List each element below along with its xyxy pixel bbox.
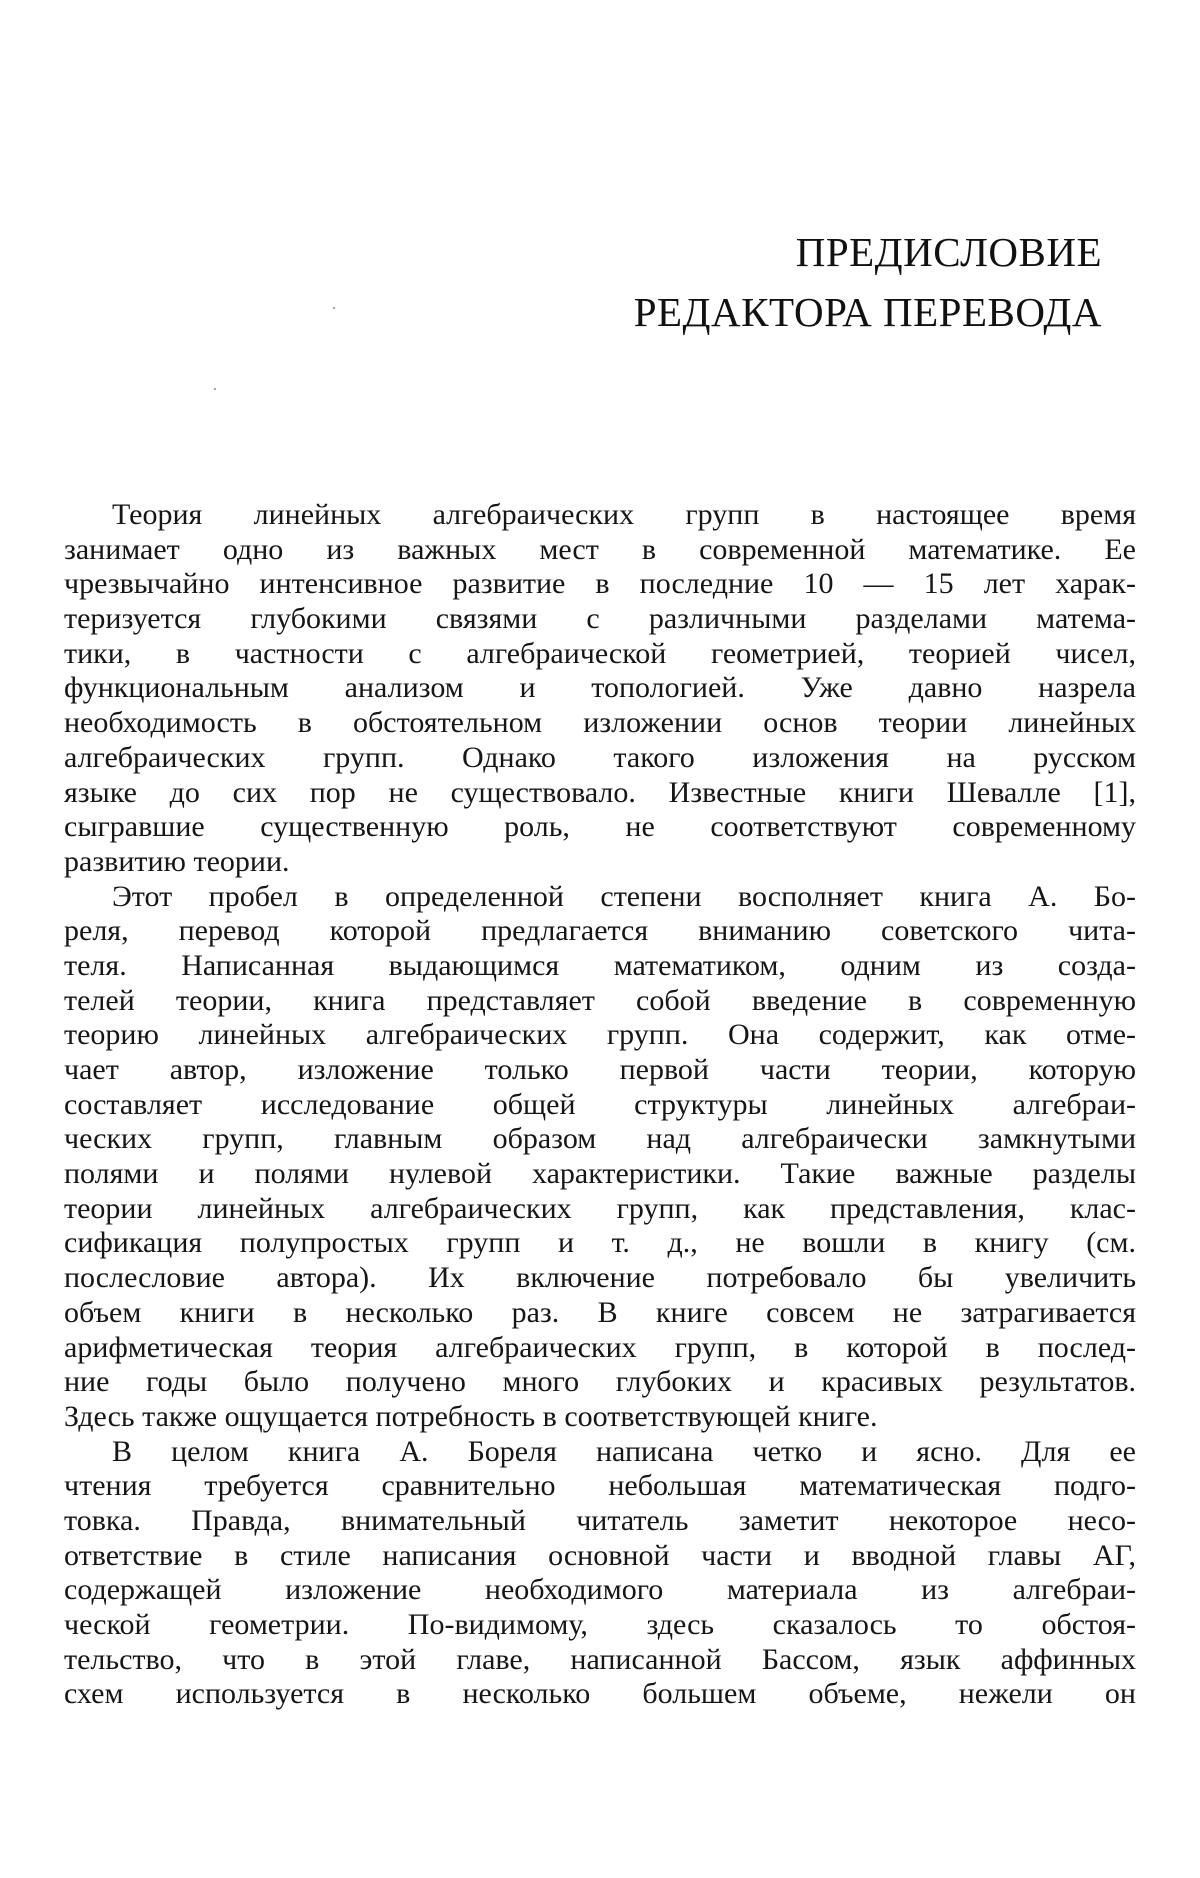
text-line: Теория линейных алгебраических групп в настоящее время <box>112 498 1136 531</box>
text-line: В целом книга А. Бореля написана четко и ясно. Для ее <box>112 1434 1136 1468</box>
text-line: содержащей изложение необходимого материала из алгебраи- <box>64 1573 1136 1607</box>
text-line: послесловие автора). Их включение потребовало бы увеличить <box>64 1261 1136 1295</box>
text-line: ческих групп, главным образом над алгебраически замкнутыми <box>64 1122 1136 1156</box>
text-line: реля, перевод которой предлагается вниманию советского чита- <box>64 914 1136 948</box>
text-line: тики, в частности с алгебраической геометрией, теорией чисел, <box>64 636 1136 670</box>
text-line: арифметическая теория алгебраических групп, в которой в послед- <box>64 1330 1136 1364</box>
text-line: полями и полями нулевой характеристики. Такие важные разделы <box>64 1157 1136 1191</box>
text-line: развитию теории. <box>64 844 290 878</box>
text-line: составляет исследование общей структуры линейных алгебраи- <box>64 1087 1136 1121</box>
text-line: ответствие в стиле написания основной части и вводной главы АГ, <box>64 1538 1136 1572</box>
text-line: телей теории, книга представляет собой введение в современную <box>64 983 1136 1017</box>
chapter-title-line-2: РЕДАКТОРА ПЕРЕВОДА <box>633 289 1102 335</box>
body-text <box>64 498 1136 1712</box>
text-line: необходимость в обстоятельном изложении основ теории линейных <box>64 706 1136 740</box>
text-line: чрезвычайно интенсивное развитие в последние 10 — 15 лет харак- <box>64 567 1136 601</box>
text-line: ческой геометрии. По-видимому, здесь сказалось то обстоя- <box>64 1608 1136 1641</box>
text-line: тельство, что в этой главе, написанной Бассом, язык аффинных <box>64 1642 1136 1676</box>
text-line: сыгравшие существенную роль, не соответствуют современному <box>64 810 1136 844</box>
text-line: сификация полупростых групп и т. д., не вошли в книгу (см. <box>64 1226 1136 1260</box>
text-line: языке до сих пор не существовало. Известные книги Шевалле [1], <box>64 775 1136 809</box>
text-line: чтения требуется сравнительно небольшая математическая подго- <box>64 1469 1136 1503</box>
text-line: занимает одно из важных мест в современной математике. Ее <box>64 532 1136 566</box>
chapter-title-line-1: ПРЕДИСЛОВИЕ <box>795 229 1102 275</box>
print-speck <box>214 388 216 390</box>
text-line: алгебраических групп. Однако такого изложения на русском <box>64 740 1136 774</box>
text-line: теории линейных алгебраических групп, как представления, клас- <box>64 1191 1136 1225</box>
text-line: объем книги в несколько раз. В книге совсем не затрагивается <box>64 1295 1136 1329</box>
text-line: схем используется в несколько большем объеме, нежели он <box>64 1677 1136 1711</box>
text-line: чает автор, изложение только первой части теории, которую <box>64 1053 1136 1086</box>
text-line: ние годы было получено много глубоких и красивых результатов. <box>64 1365 1136 1399</box>
text-line: функциональным анализом и топологией. Уже давно назрела <box>64 671 1136 705</box>
text-line: теля. Написанная выдающимся математиком, одним из созда- <box>64 948 1136 982</box>
text-line: теризуется глубокими связями с различными разделами матема- <box>64 602 1136 636</box>
text-line: Этот пробел в определенной степени восполняет книга А. Бо- <box>112 879 1136 913</box>
chapter-title <box>634 222 1102 342</box>
text-line: теорию линейных алгебраических групп. Она содержит, как отме- <box>64 1018 1136 1052</box>
text-line: Здесь также ощущается потребность в соответствующей книге. <box>64 1399 878 1433</box>
print-speck <box>333 307 335 309</box>
text-line: товка. Правда, внимательный читатель заметит некоторое несо- <box>64 1503 1136 1537</box>
